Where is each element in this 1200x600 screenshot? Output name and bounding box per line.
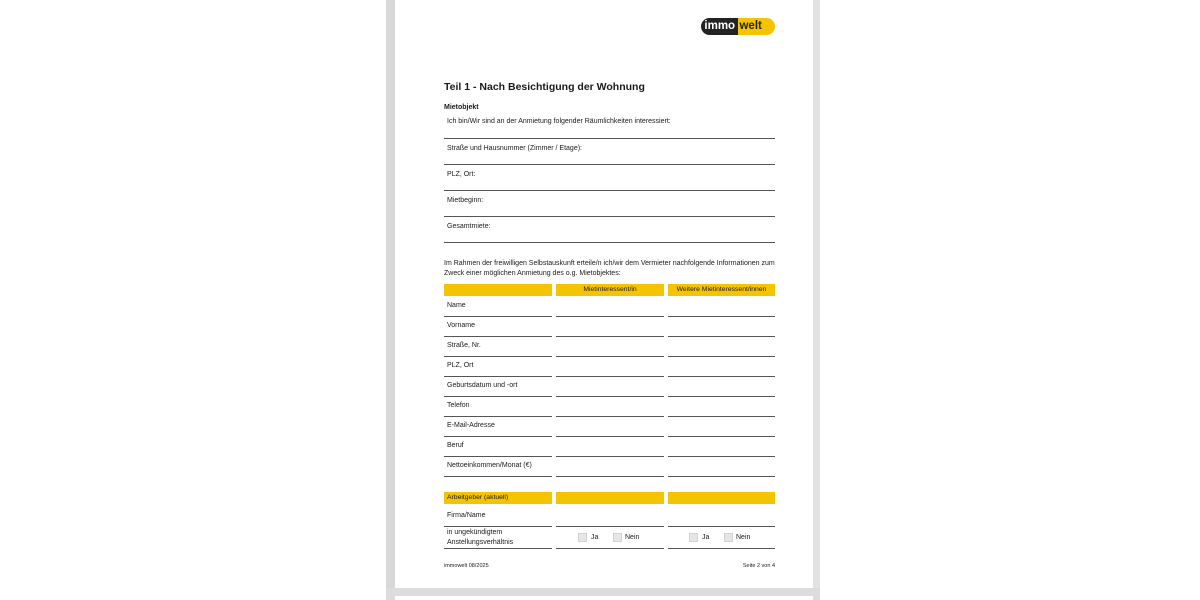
field-label-interest: Ich bin/Wir sind an der Anmietung folgender Räumlichkeiten interessiert: [447, 118, 671, 125]
row-input-further-telefon[interactable] [668, 416, 775, 417]
row-input-further-nettoeinkommen[interactable] [668, 476, 775, 477]
row-input-further-vorname[interactable] [668, 336, 775, 337]
row-label-strasse: Straße, Nr. [447, 342, 481, 349]
document-page [395, 0, 813, 588]
row-input-applicant-plz[interactable] [556, 376, 664, 377]
applicant-nein-checkbox[interactable] [613, 533, 622, 542]
viewer-scrollbar[interactable] [813, 0, 820, 600]
row-line [444, 456, 552, 457]
section-heading-mietobjekt: Mietobjekt [444, 104, 479, 111]
row-input-further-email[interactable] [668, 436, 775, 437]
field-line-plz[interactable] [444, 190, 775, 191]
logo-left-text: immo [701, 18, 738, 35]
field-label-mietbeginn: Mietbeginn: [447, 197, 484, 204]
row-input-further-beruf[interactable] [668, 456, 775, 457]
row-input-applicant-geburtsdatum[interactable] [556, 396, 664, 397]
row-line [444, 548, 552, 549]
row-label-name: Name [447, 302, 466, 309]
viewer-left-border [386, 0, 395, 600]
employer-header-further [668, 492, 775, 504]
row-input-applicant-firma[interactable] [556, 526, 664, 527]
row-input-applicant-name[interactable] [556, 316, 664, 317]
further-ja-checkbox[interactable] [689, 533, 698, 542]
row-line-further-status [668, 548, 775, 549]
row-label-plz-ort: PLZ, Ort [447, 362, 474, 369]
table-header-blank [444, 284, 552, 296]
row-input-further-geburtsdatum[interactable] [668, 396, 775, 397]
row-label-telefon: Telefon [447, 402, 470, 409]
row-line [444, 416, 552, 417]
row-label-ungekuendigt-2: Anstellungsverhältnis [447, 539, 514, 546]
intro-text: Im Rahmen der freiwilligen Selbstauskunft erteile/n ich/wir dem Vermieter nachfolgende Informationen zum Zweck einer möglichen Anmietung des o.g. Mietobjektes: [444, 260, 775, 277]
footer-left: immowelt 08/2025 [444, 563, 489, 569]
row-label-vorname: Vorname [447, 322, 476, 329]
applicant-nein-label: Nein [625, 534, 640, 541]
field-line-gesamtmiete[interactable] [444, 242, 775, 243]
immowelt-logo [701, 18, 775, 35]
next-page-edge [395, 596, 813, 600]
row-label-geburtsdatum: Geburtsdatum und -ort [447, 382, 518, 389]
row-line-applicant-status [556, 548, 664, 549]
row-line [444, 316, 552, 317]
row-label-ungekuendigt-1: in ungekündigtem [447, 529, 503, 536]
row-line [444, 526, 552, 527]
row-line [444, 476, 552, 477]
row-line [444, 376, 552, 377]
employer-header-applicant [556, 492, 664, 504]
table-header-applicant: Mietinteressent/in [556, 284, 664, 296]
field-line-mietbeginn[interactable] [444, 216, 775, 217]
row-input-applicant-telefon[interactable] [556, 416, 664, 417]
row-input-applicant-beruf[interactable] [556, 456, 664, 457]
row-label-beruf: Beruf [447, 442, 464, 449]
further-ja-label: Ja [702, 534, 710, 541]
row-input-applicant-vorname[interactable] [556, 336, 664, 337]
row-input-applicant-strasse[interactable] [556, 356, 664, 357]
row-line [444, 356, 552, 357]
applicant-ja-checkbox[interactable] [578, 533, 587, 542]
employer-header: Arbeitgeber (aktuell) [444, 492, 552, 504]
table-header-further-applicants: Weitere Mietinteressent/innen [668, 284, 775, 296]
row-input-further-plz[interactable] [668, 376, 775, 377]
row-input-further-name[interactable] [668, 316, 775, 317]
field-line-interest[interactable] [444, 138, 775, 139]
row-line [444, 336, 552, 337]
footer-page-number: Seite 2 von 4 [742, 563, 775, 569]
field-line-street[interactable] [444, 164, 775, 165]
row-label-nettoeinkommen: Nettoeinkommen/Monat (€) [447, 462, 532, 469]
row-line [444, 396, 552, 397]
logo-right-text: welt [738, 18, 775, 35]
applicant-ja-label: Ja [591, 534, 599, 541]
row-line [444, 436, 552, 437]
field-label-street: Straße und Hausnummer (Zimmer / Etage): [447, 145, 582, 152]
row-input-applicant-email[interactable] [556, 436, 664, 437]
page-title: Teil 1 - Nach Besichtigung der Wohnung [444, 81, 645, 93]
further-nein-checkbox[interactable] [724, 533, 733, 542]
row-label-firma: Firma/Name [447, 512, 486, 519]
row-input-further-firma[interactable] [668, 526, 775, 527]
field-label-plz: PLZ, Ort: [447, 171, 476, 178]
row-input-further-strasse[interactable] [668, 356, 775, 357]
row-label-email: E-Mail-Adresse [447, 422, 495, 429]
further-nein-label: Nein [736, 534, 751, 541]
row-input-applicant-nettoeinkommen[interactable] [556, 476, 664, 477]
field-label-gesamtmiete: Gesamtmiete: [447, 223, 491, 230]
